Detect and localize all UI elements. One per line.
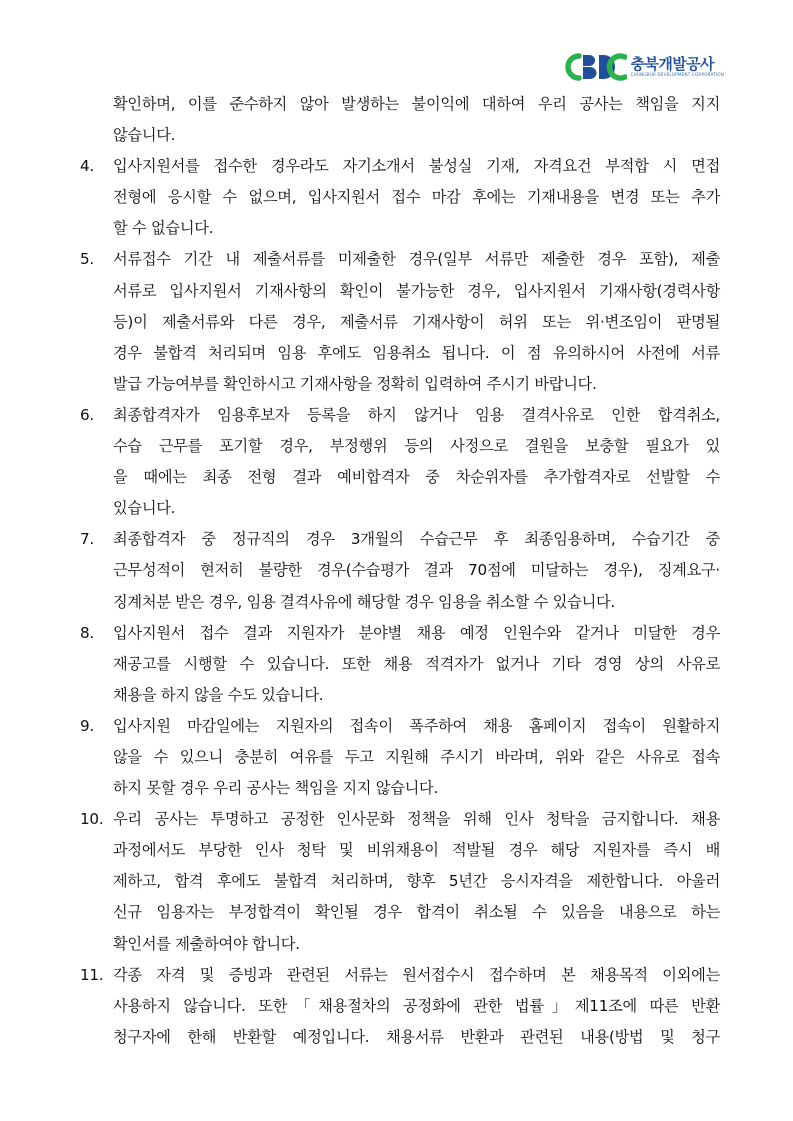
text-line: 청구자에 한해 반환할 예정입니다. 채용서류 반환과 관련된 내용(방법 및 청구 [113, 1027, 720, 1046]
text-line: 최종합격자 중 정규직의 경우 3개월의 수습근무 후 최종임용하며, 수습기간 중 [113, 530, 720, 549]
text-line: 징계처분 받은 경우, 임용 결격사유에 해당할 경우 임용을 취소할 수 있습니다. [113, 592, 615, 611]
item-number: 9. [80, 716, 94, 735]
logo-company-name: 충북개발공사 [630, 55, 714, 73]
text-line: 서류접수 기간 내 제출서류를 미제출한 경우(일부 서류만 제출한 경우 포함), 제출 [113, 250, 720, 269]
text-line: 우리 공사는 투명하고 공정한 인사문화 정책을 위해 인사 청탁을 금지합니다. 채용 [113, 810, 720, 829]
notice-item-4 [80, 151, 720, 244]
text-line: 최종합격자가 임용후보자 등록을 하지 않거나 임용 결격사유로 인한 합격취소, [113, 405, 720, 424]
text-line: 전형에 응시할 수 없으며, 입사지원서 접수 마감 후에는 기재내용을 변경 또는 추가 [113, 188, 720, 207]
item-number: 10. [80, 810, 104, 829]
text-line: 입사지원서를 접수한 경우라도 자기소개서 불성실 기재, 자격요건 부적합 시 면접 [113, 157, 720, 176]
company-logo [565, 50, 724, 84]
text-line: 을 때에는 최종 전형 결과 예비합격자 중 차순위자를 추가합격자로 선발할 수 [113, 468, 720, 487]
text-line: 등)이 제출서류와 다른 경우, 제출서류 기재사항이 허위 또는 위·변조임이 판명될 [113, 312, 720, 331]
text-line: 신규 임용자는 부정합격이 확인될 경우 합격이 취소될 수 있음을 내용으로 하는 [113, 903, 720, 922]
text-line: 입사지원서 접수 결과 지원자가 분야별 채용 예정 인원수와 같거나 미달한 경우 [113, 623, 720, 642]
text-line: 각종 자격 및 증빙과 관련된 서류는 원서접수시 접수하며 본 채용목적 이외에는 [113, 965, 720, 984]
notice-item-11 [80, 960, 720, 1053]
text-line: 서류로 입사지원서 기재사항의 확인이 불가능한 경우, 입사지원서 기재사항(경력사항 [113, 281, 720, 300]
text-line: 않을 수 있으니 충분히 여유를 두고 지원해 주시기 바라며, 위와 같은 사유로 접속 [113, 747, 720, 766]
notice-item-6 [80, 400, 720, 524]
text-line: 재공고를 시행할 수 있습니다. 또한 채용 적격자가 없거나 기타 경영 상의 사유로 [113, 654, 720, 673]
text-line: 수습 근무를 포기할 경우, 부정행위 등의 사정으로 결원을 보충할 필요가 있 [113, 437, 720, 456]
logo-company-subtitle: CHUNGBUK DEVELOPMENT CORPORATION [630, 72, 724, 77]
notice-item-5 [80, 244, 720, 399]
text-line: 사용하지 않습니다. 또한「채용절차의 공정화에 관한 법률」제11조에 따른 반환 [113, 996, 720, 1015]
item-number: 6. [80, 405, 94, 424]
cbdc-logo-mark [565, 50, 627, 84]
notice-item-9 [80, 711, 720, 804]
text-line: 근무성적이 현저히 불량한 경우(수습평가 결과 70점에 미달하는 경우), 징계요구· [113, 561, 720, 580]
item-number: 5. [80, 250, 94, 269]
item-number: 4. [80, 157, 94, 176]
intro-paragraph [80, 89, 720, 151]
text-line: 있습니다. [113, 499, 176, 518]
text-line: 할 수 없습니다. [113, 219, 214, 238]
text-line: 채용을 하지 않을 수도 있습니다. [113, 685, 324, 704]
text-line: 경우 불합격 처리되며 임용 후에도 임용취소 됩니다. 이 점 유의하시어 사전에 서류 [113, 343, 720, 362]
item-number: 11. [80, 965, 104, 984]
notice-item-7 [80, 524, 720, 617]
text-line: 확인서를 제출하여야 합니다. [113, 934, 300, 953]
text-line: 제하고, 합격 후에도 불합격 처리하며, 향후 5년간 응시자격을 제한합니다. 아울러 [113, 872, 720, 891]
item-number: 7. [80, 530, 94, 549]
text-line: 발급 가능여부를 확인하시고 기재사항을 정확히 입력하여 주시기 바랍니다. [113, 374, 597, 393]
text-line: 과정에서도 부당한 인사 청탁 및 비위채용이 적발될 경우 해당 지원자를 즉시 배 [113, 841, 720, 860]
notice-item-10 [80, 804, 720, 959]
notice-item-8 [80, 618, 720, 711]
text-line: 확인하며, 이를 준수하지 않아 발생하는 불이익에 대하여 우리 공사는 책임을 지지 [113, 95, 720, 113]
text-line: 않습니다. [113, 126, 176, 145]
text-line: 입사지원 마감일에는 지원자의 접속이 폭주하여 채용 홈페이지 접속이 원활하지 [113, 716, 720, 735]
text-line: 하지 못할 경우 우리 공사는 책임을 지지 않습니다. [113, 779, 439, 798]
item-number: 8. [80, 623, 94, 642]
document-body [80, 89, 720, 1053]
cbdc-logo-icon [565, 52, 627, 82]
